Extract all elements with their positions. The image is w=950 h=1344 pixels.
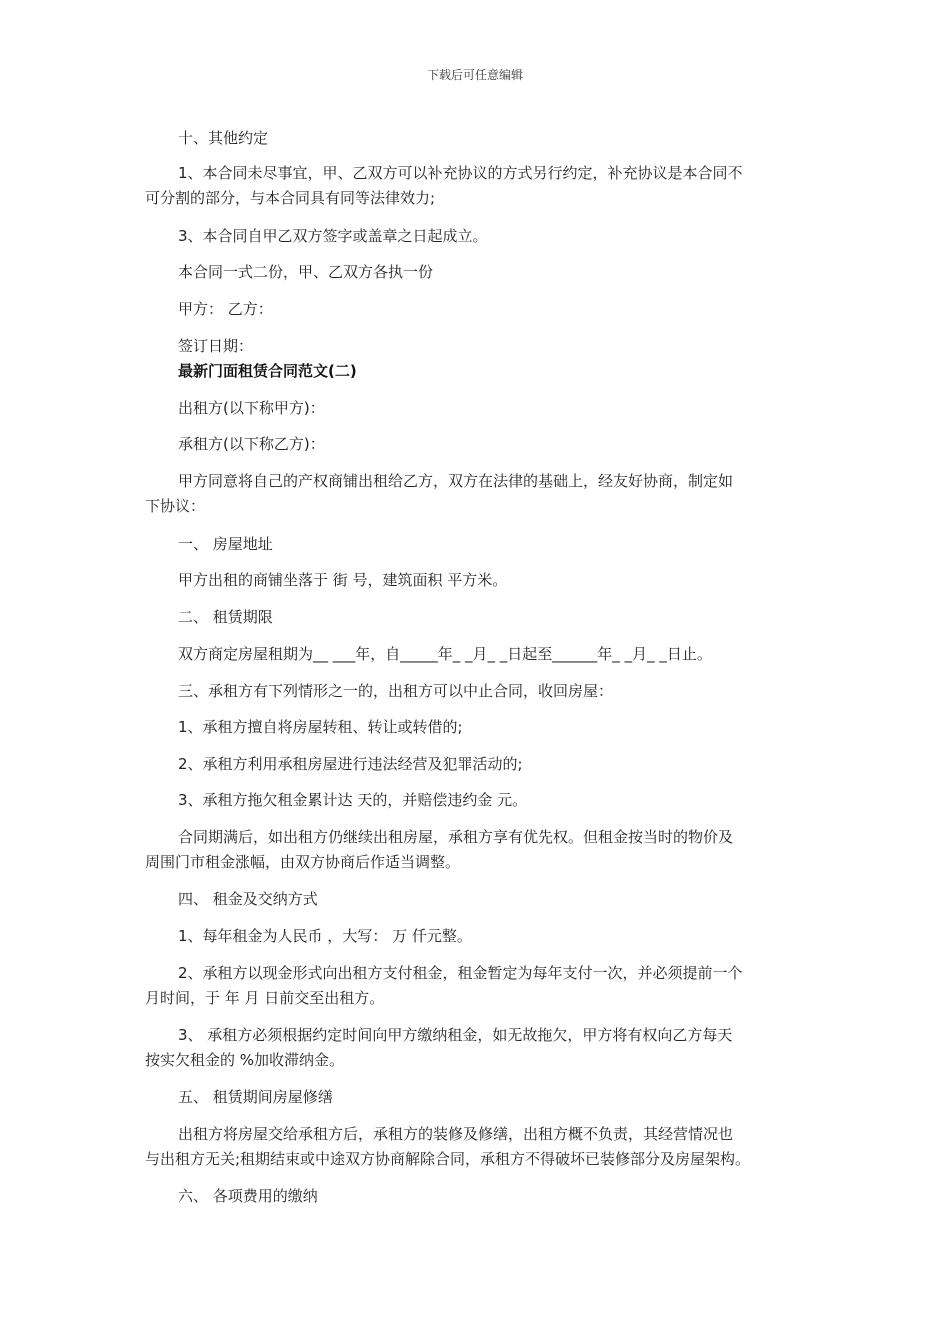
paragraph-line: 月时间，于 年 月 日前交至出租方。 xyxy=(145,989,385,1007)
list-item: 3、承租方拖欠租金累计达 天的，并赔偿违约金 元。 xyxy=(178,791,528,809)
section-heading: 一、 房屋地址 xyxy=(178,535,273,553)
list-item: 1、承租方擅自将房屋转租、转让或转借的; xyxy=(178,718,463,736)
paragraph-line: 1、本合同未尽事宜，甲、乙双方可以补充协议的方式另行约定，补充协议是本合同不 xyxy=(178,164,743,182)
paragraph-line: 与出租方无关;租期结束或中途双方协商解除合同，承租方不得破坏已装修部分及房屋架构。 xyxy=(145,1150,751,1168)
list-item: 2、承租方以现金形式向出租方支付租金，租金暂定为每年支付一次，并必须提前一个 xyxy=(178,964,743,982)
section-heading: 十、其他约定 xyxy=(178,129,269,147)
party-line: 出租方(以下称甲方)： xyxy=(178,399,325,417)
date-line: 签订日期： xyxy=(178,337,254,355)
section-heading: 六、 各项费用的缴纳 xyxy=(178,1187,318,1205)
list-item: 3、 承租方必须根据约定时间向甲方缴纳租金，如无故拖欠，甲方将有权向乙方每天 xyxy=(178,1026,733,1044)
list-item: 1、每年租金为人民币 ，大写： 万 仟元整。 xyxy=(178,927,472,945)
paragraph-line: 甲方出租的商铺坐落于 街 号，建筑面积 平方米。 xyxy=(178,571,508,589)
paragraph-line: 可分割的部分，与本合同具有同等法律效力; xyxy=(145,189,436,207)
paragraph-line: 出租方将房屋交给承租方后，承租方的装修及修缮，出租方概不负责，其经营情况也 xyxy=(178,1125,734,1143)
section-heading: 四、 租金及交纳方式 xyxy=(178,890,318,908)
paragraph-line: 合同期满后，如出租方仍继续出租房屋，承租方享有优先权。但租金按当时的物价及 xyxy=(178,828,734,846)
signature-line: 甲方： 乙方： xyxy=(178,300,273,318)
paragraph-line: 3、本合同自甲乙双方签字或盖章之日起成立。 xyxy=(178,227,488,245)
document-title: 最新门面租赁合同范文(二) xyxy=(178,362,357,380)
paragraph-line: 本合同一式二份，甲、乙双方各执一份 xyxy=(178,263,434,281)
paragraph-line: 下协议： xyxy=(145,497,206,515)
paragraph-line: 周围门市租金涨幅，由双方协商后作适当调整。 xyxy=(145,853,461,871)
list-item: 2、承租方利用承租房屋进行违法经营及犯罪活动的; xyxy=(178,755,523,773)
paragraph-line: 甲方同意将自己的产权商铺出租给乙方，双方在法律的基础上，经友好协商，制定如 xyxy=(178,472,734,490)
section-heading: 五、 租赁期间房屋修缮 xyxy=(178,1088,333,1106)
page-header: 下载后可任意编辑 xyxy=(426,68,523,82)
party-line: 承租方(以下称乙方)： xyxy=(178,435,325,453)
paragraph-line: 按实欠租金的 %加收滞纳金。 xyxy=(145,1051,345,1069)
section-heading: 二、 租赁期限 xyxy=(178,608,273,626)
paragraph-line: 双方商定房屋租期为__ ___年，自_____年_ _月_ _日起至______年_ _月_ _日止。 xyxy=(178,645,712,663)
section-heading: 三、承租方有下列情形之一的，出租方可以中止合同，收回房屋： xyxy=(178,682,614,700)
